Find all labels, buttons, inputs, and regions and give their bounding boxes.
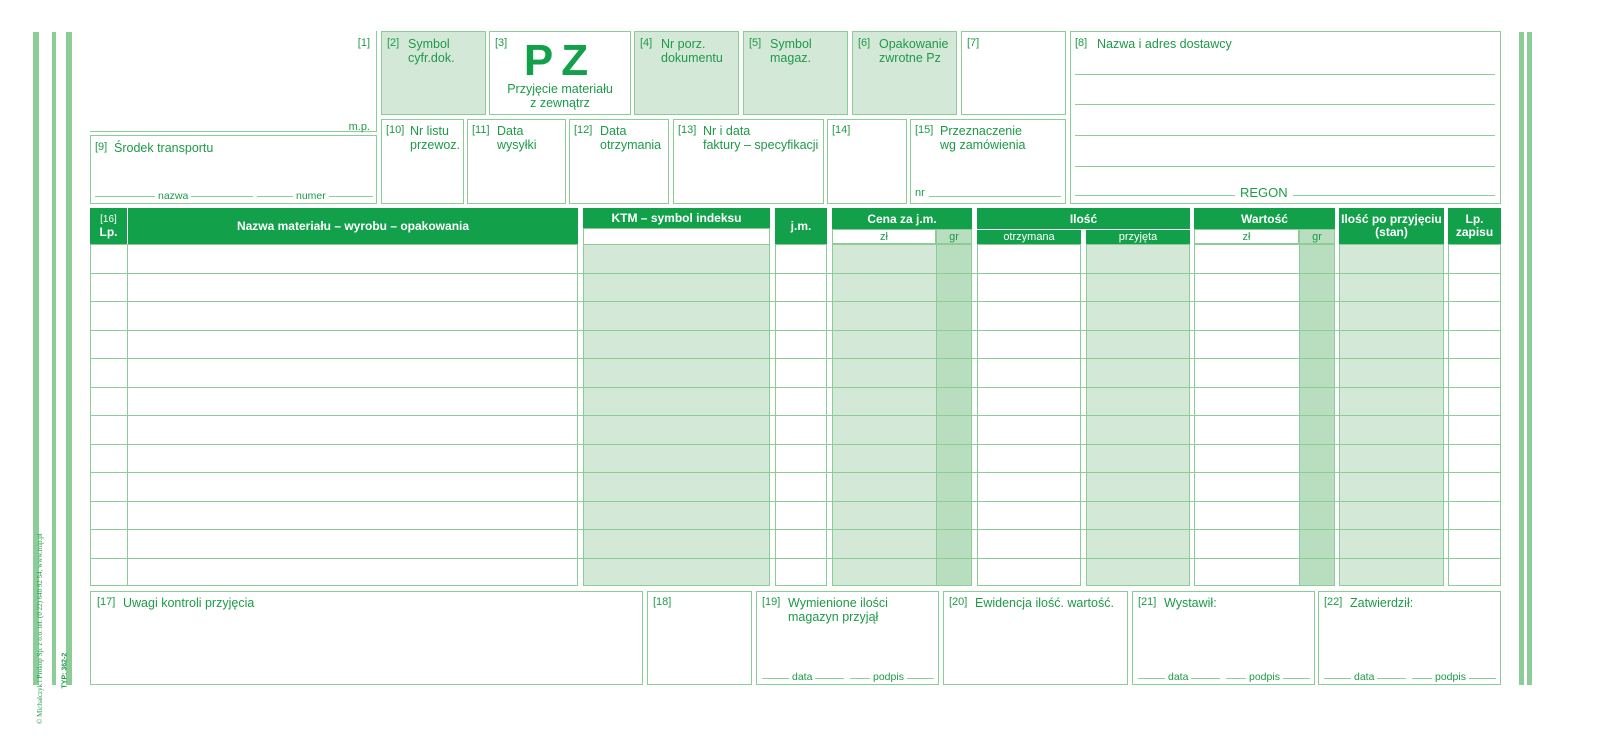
col-header-lp [90, 208, 127, 244]
field-20-records[interactable] [943, 591, 1128, 685]
table-row-line [90, 301, 1501, 302]
left-stripe-2 [52, 32, 56, 685]
field-22-approved-by[interactable] [1318, 591, 1501, 685]
field-14[interactable] [827, 119, 907, 204]
ktm-header-bottom [583, 244, 770, 245]
field-3-title [489, 31, 631, 115]
field-17-inspection-notes[interactable] [90, 591, 643, 685]
label: wg zamówienia [940, 138, 1026, 152]
label: przewoz. [410, 138, 461, 152]
qty-received-label: otrzymana [977, 230, 1081, 244]
label: Data [600, 124, 627, 138]
field-number: [11] [472, 124, 490, 136]
label: Wystawił: [1164, 596, 1217, 610]
field-9-transport[interactable] [90, 135, 377, 204]
form-subtitle-1: Przyjęcie materiału [507, 82, 613, 96]
field-number: [10] [386, 124, 405, 136]
date-label: data [789, 671, 815, 683]
label: Data [497, 124, 524, 138]
field-number: [2] [387, 37, 400, 49]
ktm-subheader-blank [584, 229, 769, 244]
regon-label: REGON [1235, 185, 1293, 200]
col-header-ktm: KTM – symbol indeksu [583, 208, 770, 228]
table-row-line [90, 501, 1501, 502]
price-gr-label: gr [936, 229, 972, 244]
field-number: [3] [495, 37, 508, 49]
qty-accepted-label: przyjęta [1086, 230, 1190, 244]
label: Symbol [408, 37, 450, 51]
col-header-lp-entry [1448, 208, 1501, 244]
transport-name-label: nazwa [155, 190, 191, 202]
right-stripe-2 [1527, 32, 1532, 685]
col-header-value: Wartość [1194, 208, 1335, 229]
label: Symbol [770, 37, 812, 51]
table-row-line [90, 529, 1501, 530]
label: Zatwierdził: [1350, 596, 1414, 610]
date-label: data [1351, 671, 1377, 683]
signature-label: podpis [1432, 671, 1469, 683]
lp-label: Lp. [99, 224, 118, 239]
lp-entry-label-1: Lp. [1465, 212, 1484, 226]
col-ktm [583, 228, 770, 586]
nr-label: nr [915, 187, 925, 199]
value-zl-label: zł [1194, 229, 1299, 244]
field-number: [19] [762, 596, 781, 608]
field-number: [20] [949, 596, 968, 608]
field-11-ship-date[interactable] [467, 119, 566, 204]
label: Środek transportu [114, 141, 214, 155]
field-number: [8] [1075, 37, 1088, 49]
field-number: [13] [678, 124, 697, 136]
field-8-supplier[interactable] [1070, 31, 1501, 204]
label: wysyłki [497, 138, 537, 152]
label: dokumentu [661, 51, 723, 65]
field-number: [14] [832, 124, 851, 136]
field-number: [7] [967, 37, 980, 49]
field-21-issued-by[interactable] [1132, 591, 1315, 685]
field-19-warehouse-accepted[interactable] [756, 591, 939, 685]
col-header-jm: j.m. [775, 208, 827, 244]
field-13-invoice[interactable] [673, 119, 824, 204]
table-number: [16] [100, 213, 117, 225]
field-number: [21] [1138, 596, 1157, 608]
value-gr-label: gr [1299, 229, 1335, 244]
field-12-receipt-date[interactable] [569, 119, 669, 204]
field-5-warehouse[interactable] [743, 31, 848, 115]
left-stripe-3 [66, 32, 72, 685]
label: magazyn przyjął [788, 610, 879, 624]
address-line [1075, 74, 1495, 75]
col-header-after-qty [1339, 208, 1444, 244]
label: Ewidencja ilość. wartość. [975, 596, 1114, 610]
table-row-line [90, 558, 1501, 559]
transport-number-label: numer [293, 190, 329, 202]
table-row-line [90, 472, 1501, 473]
label: Nr porz. [661, 37, 706, 51]
right-stripe-1 [1519, 32, 1524, 685]
signature-label: podpis [870, 671, 907, 683]
signature-label: podpis [1246, 671, 1283, 683]
field-6-packaging[interactable] [852, 31, 957, 115]
label: Nr listu [410, 124, 449, 138]
field-4-doc-number[interactable] [634, 31, 739, 115]
field-15-purpose[interactable] [910, 119, 1066, 204]
field-number: [17] [97, 596, 116, 608]
table-row-line [90, 444, 1501, 445]
label: otrzymania [600, 138, 662, 152]
lp-entry-label-2: zapisu [1455, 225, 1494, 239]
label: Uwagi kontroli przyjęcia [123, 596, 255, 610]
after-label-1: Ilość po przyjęciu [1341, 212, 1442, 226]
address-line [1075, 135, 1495, 136]
field-10-waybill[interactable] [381, 119, 464, 204]
col-header-name: Nazwa materiału – wyrobu – opakowania [128, 208, 578, 244]
field-18[interactable] [647, 591, 752, 685]
table-row-line [90, 415, 1501, 416]
date-label: data [1165, 671, 1191, 683]
label: cyfr.dok. [408, 51, 455, 65]
field-7[interactable] [961, 31, 1066, 115]
after-label-2: (stan) [1375, 225, 1408, 239]
table-row-line [90, 330, 1501, 331]
label: Wymienione ilości [788, 596, 888, 610]
field-number: [22] [1324, 596, 1343, 608]
col-header-price: Cena za j.m. [832, 208, 972, 229]
field-2-symbol[interactable] [381, 31, 486, 115]
label: Opakowanie [879, 37, 949, 51]
mp-label: m.p. [348, 121, 370, 133]
label: Nazwa i adres dostawcy [1097, 37, 1232, 51]
field-number: [6] [858, 37, 871, 49]
label: faktury – specyfikacji [703, 138, 819, 152]
field-number: [18] [653, 596, 672, 608]
label: zwrotne Pz [879, 51, 941, 65]
table-row-line [90, 387, 1501, 388]
field-number: [9] [95, 141, 108, 153]
field-number: [15] [915, 124, 934, 136]
form-type-code: TYP: 362-2 [61, 652, 69, 689]
field-number: [1] [357, 37, 370, 49]
table-row-line [90, 273, 1501, 274]
table-row-line [90, 358, 1501, 359]
label: Przeznaczenie [940, 124, 1022, 138]
address-line [1075, 166, 1495, 167]
form-subtitle-2: z zewnątrz [530, 96, 590, 110]
side-publisher-text: © Michalczyk i Prokop Sp. z o.o. tel. (0 22) 640 92 54, www.mip.pl [36, 533, 44, 724]
col-header-qty: Ilość [977, 208, 1190, 229]
label: magaz. [770, 51, 811, 65]
label: Nr i data [703, 124, 751, 138]
field-1-stamp[interactable] [90, 31, 377, 132]
address-line [1075, 104, 1495, 105]
field-number: [12] [574, 124, 593, 136]
form-title: PZ [523, 36, 597, 85]
price-zl-label: zł [832, 229, 936, 244]
order-number-line [929, 196, 1061, 197]
field-number: [4] [640, 37, 653, 49]
field-number: [5] [749, 37, 762, 49]
